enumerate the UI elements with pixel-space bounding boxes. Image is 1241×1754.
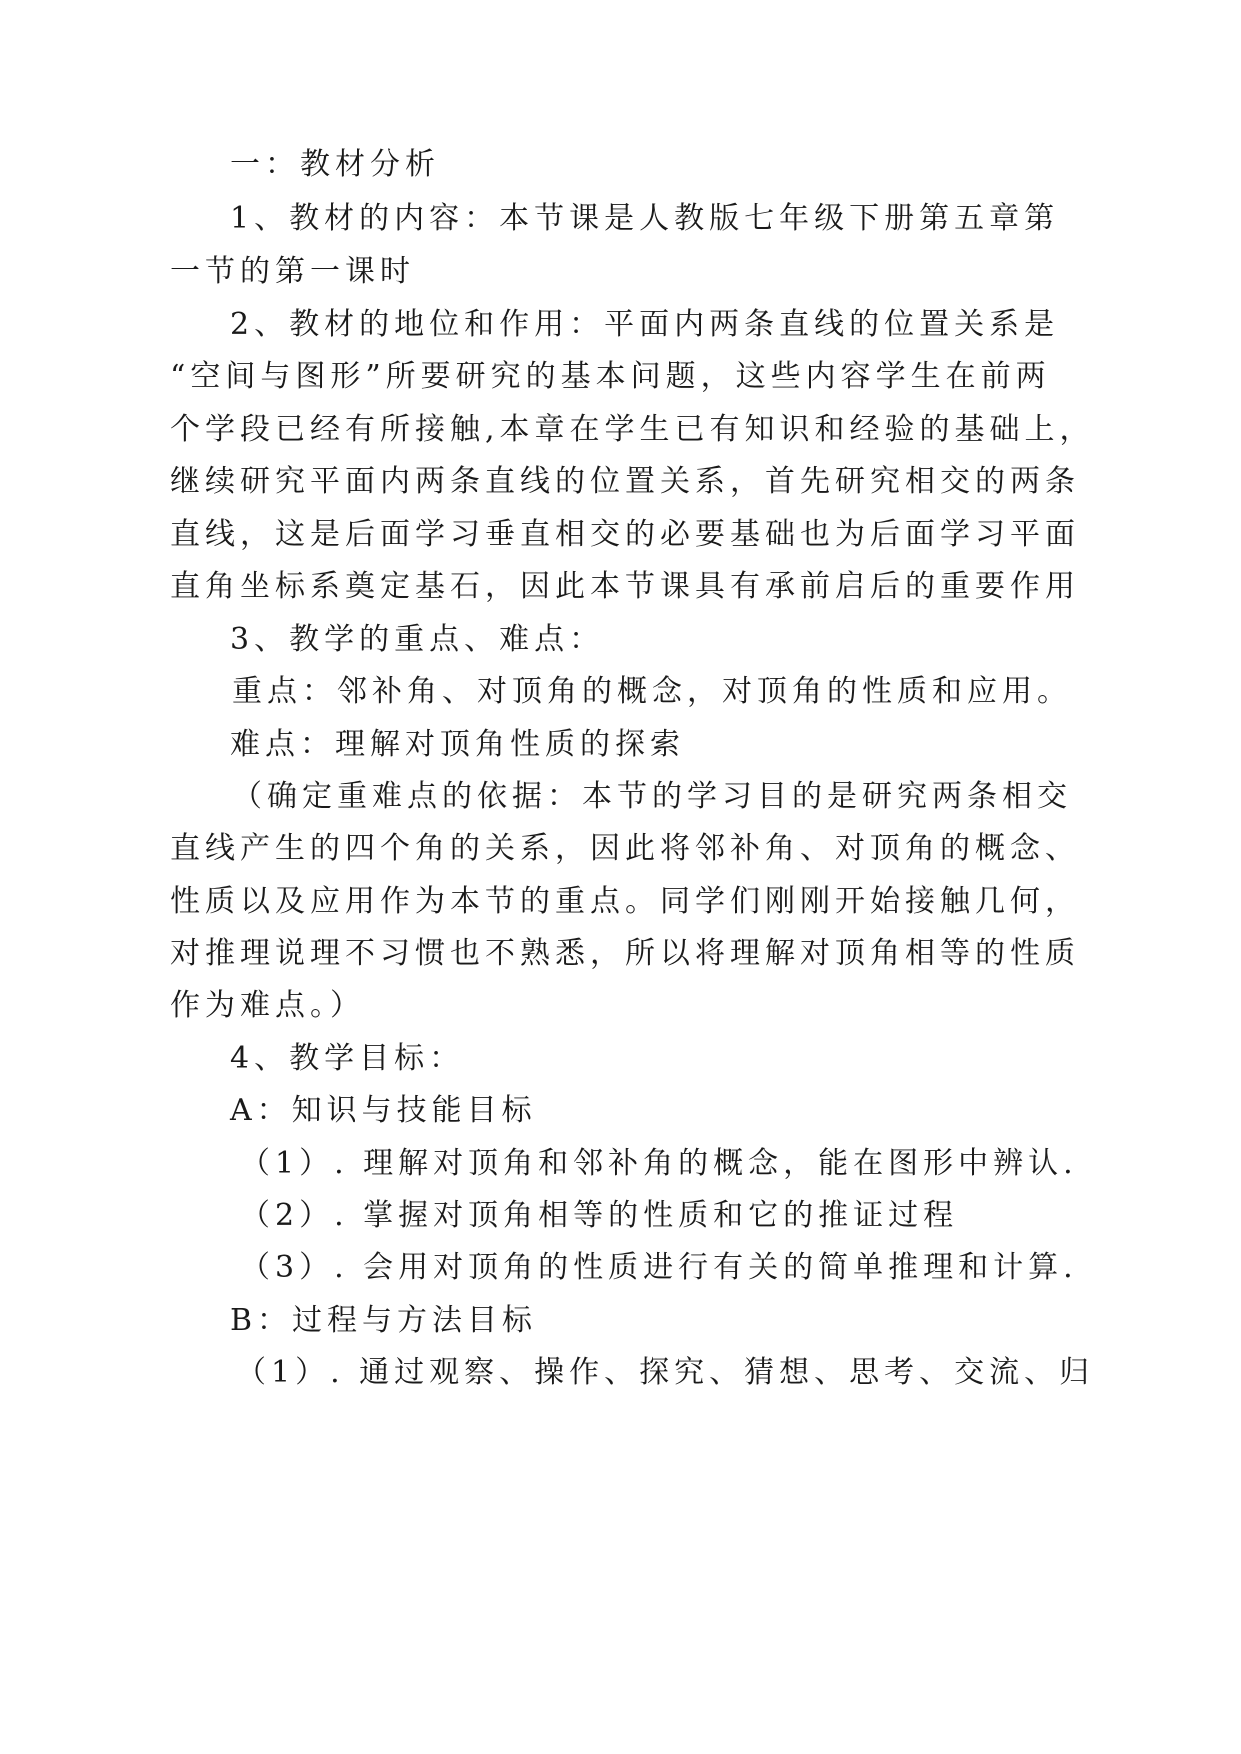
- paragraph-line: （确定重难点的依据：本节的学习目的是研究两条相交: [232, 779, 1072, 814]
- paragraph-line: 一节的第一课时: [170, 254, 415, 289]
- paragraph-line: 直角坐标系奠定基石，因此本节课具有承前启后的重要作用: [170, 569, 1080, 604]
- subsection-heading: A：知识与技能目标: [230, 1093, 537, 1128]
- list-item: （3）. 会用对顶角的性质进行有关的简单推理和计算.: [240, 1250, 1078, 1285]
- subsection-heading: B：过程与方法目标: [230, 1303, 538, 1338]
- paragraph-line: 对推理说理不习惯也不熟悉，所以将理解对顶角相等的性质: [170, 936, 1080, 971]
- list-item: （1）. 通过观察、操作、探究、猜想、思考、交流、归: [236, 1355, 1095, 1390]
- section-heading: 4、教学目标：: [230, 1041, 465, 1076]
- list-item: （2）. 掌握对顶角相等的性质和它的推证过程: [240, 1198, 959, 1233]
- list-item: （1）. 理解对顶角和邻补角的概念，能在图形中辨认.: [240, 1146, 1078, 1181]
- paragraph-line: 1、教材的内容：本节课是人教版七年级下册第五章第: [230, 201, 1060, 236]
- paragraph-line: 性质以及应用作为本节的重点。同学们刚刚开始接触几何，: [170, 884, 1080, 919]
- paragraph-line: “空间与图形”所要研究的基本问题，这些内容学生在前两: [170, 359, 1051, 394]
- paragraph-line: 直线产生的四个角的关系，因此将邻补角、对顶角的概念、: [170, 831, 1080, 866]
- paragraph-line: 2、教材的地位和作用：平面内两条直线的位置关系是: [230, 307, 1060, 342]
- section-heading: 3、教学的重点、难点：: [230, 622, 605, 657]
- paragraph-line: 作为难点。）: [170, 988, 365, 1023]
- paragraph-line: 个学段已经有所接触,本章在学生已有知识和经验的基础上，: [170, 412, 1095, 447]
- paragraph-line: 继续研究平面内两条直线的位置关系，首先研究相交的两条: [170, 464, 1080, 499]
- difficulty-line: 难点：理解对顶角性质的探索: [230, 727, 685, 762]
- paragraph-line: 直线，这是后面学习垂直相交的必要基础也为后面学习平面: [170, 517, 1080, 552]
- key-points-line: 重点：邻补角、对顶角的概念，对顶角的性质和应用。: [232, 674, 1072, 709]
- heading-textbook-analysis: 一：教材分析: [230, 147, 440, 182]
